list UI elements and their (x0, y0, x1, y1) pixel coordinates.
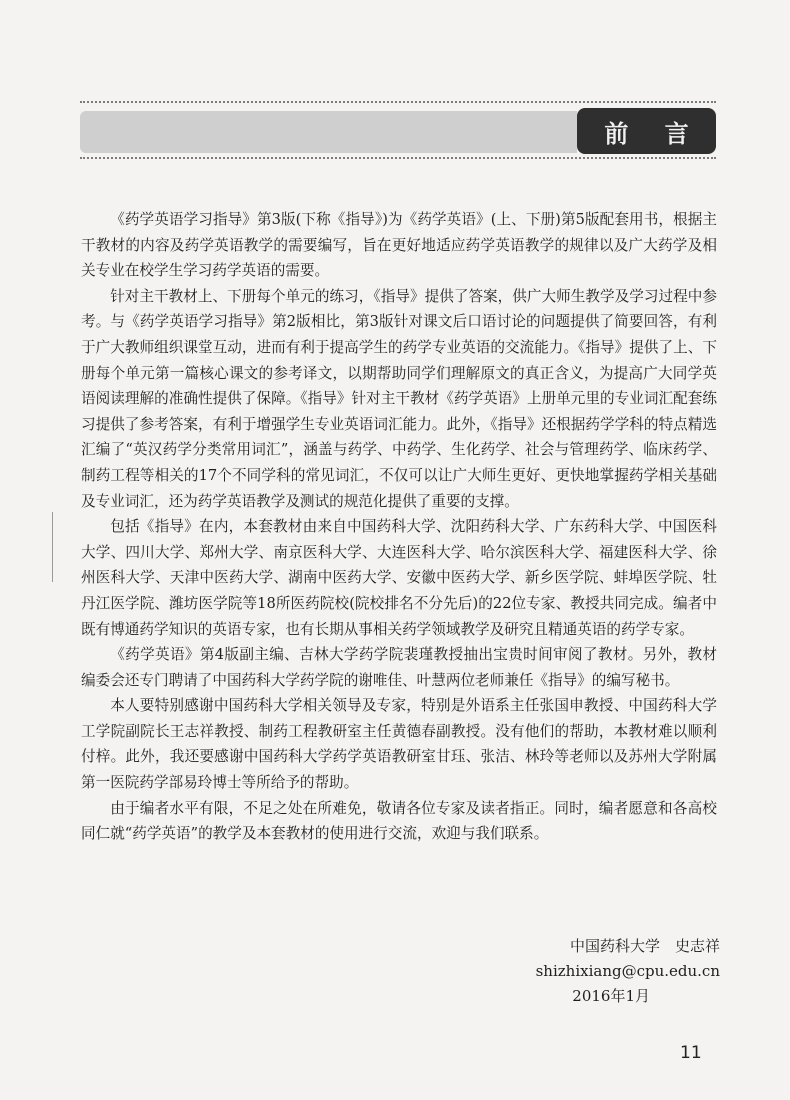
paragraph: 《药学英语》第4版副主编、吉林大学药学院裴瑾教授抽出宝贵时间审阅了教材。另外，教材编委会还专门聘请了中国药科大学药学院的谢唯佳、叶慧两位老师兼任《指导》的编写秘书。 (81, 646, 717, 689)
page-number: 11 (680, 1043, 702, 1063)
page-title: 前 言 (577, 108, 716, 154)
signature-email: shizhixiang@cpu.edu.cn (535, 962, 720, 980)
paragraph: 《药学英语学习指导》第3版(下称《指导》)为《药学英语》(上、下册)第5版配套用书，根据主干教材的内容及药学英语教学的需要编写，旨在更好地适应药学英语教学的规律以及广大药学及相关专业在校学生学习药学英语的需要。 (81, 211, 717, 280)
paragraph: 包括《指导》在内，本套教材由来自中国药科大学、沈阳药科大学、广东药科大学、中国医科大学、四川大学、郑州大学、南京医科大学、大连医科大学、哈尔滨医科大学、福建医科大学、徐州医科大学、天津中医药大学、湖南中医药大学、安徽中医药大学、新乡医学院、蚌埠医学院、牡丹江医学院、潍坊医学院等18所医药院校(院校排名不分先后)的22位专家、教授共同完成。编者中既有博通药学知识的英语专家，也有长期从事相关药学领域教学及研究且精通英语的药学专家。 (81, 518, 717, 638)
signature-block (400, 934, 720, 1009)
header-top-rule (80, 101, 716, 103)
header-bottom-rule (80, 157, 716, 159)
signature-date: 2016年1月 (572, 987, 650, 1005)
paragraph: 针对主干教材上、下册每个单元的练习，《指导》提供了答案，供广大师生教学及学习过程中参考。与《药学英语学习指导》第2版相比，第3版针对课文后口语讨论的问题提供了简要回答，有利于广大教师组织课堂互动，进而有利于提高学生的药学专业英语的交流能力。《指导》提供了上、下册每个单元第一篇核心课文的参考译文，以期帮助同学们理解原文的真正含义，为提高广大同学英语阅读理解的准确性提供了保障。《指导》针对主干教材《药学英语》上册单元里的专业词汇配套练习提供了参考答案，有利于增强学生专业英语词汇能力。此外，《指导》还根据药学学科的特点精选汇编了“英汉药学分类常用词汇”，涵盖与药学、中药学、生化药学、社会与管理药学、临床药学、制药工程等相关的17个不同学科的常见词汇，不仅可以让广大师生更好、更快地掌握药学相关基础及专业词汇，还为药学英语教学及测试的规范化提供了重要的支撑。 (81, 287, 717, 510)
margin-mark (52, 512, 53, 582)
paragraph: 本人要特别感谢中国药科大学相关领导及专家，特别是外语系主任张国申教授、中国药科大学工学院副院长王志祥教授、制药工程教研室主任黄德春副教授。没有他们的帮助，本教材难以顺利付梓。此外，我还要感谢中国药科大学药学英语教研室甘珏、张洁、林玲等老师以及苏州大学附属第一医院药学部易玲博士等所给予的帮助。 (81, 697, 717, 792)
signature-name: 中国药科大学 史志祥 (569, 937, 720, 955)
header-bar (80, 111, 577, 153)
preface-body (81, 207, 717, 847)
paragraph: 由于编者水平有限，不足之处在所难免，敬请各位专家及读者指正。同时，编者愿意和各高校同仁就“药学英语”的教学及本套教材的使用进行交流，欢迎与我们联系。 (81, 799, 717, 843)
